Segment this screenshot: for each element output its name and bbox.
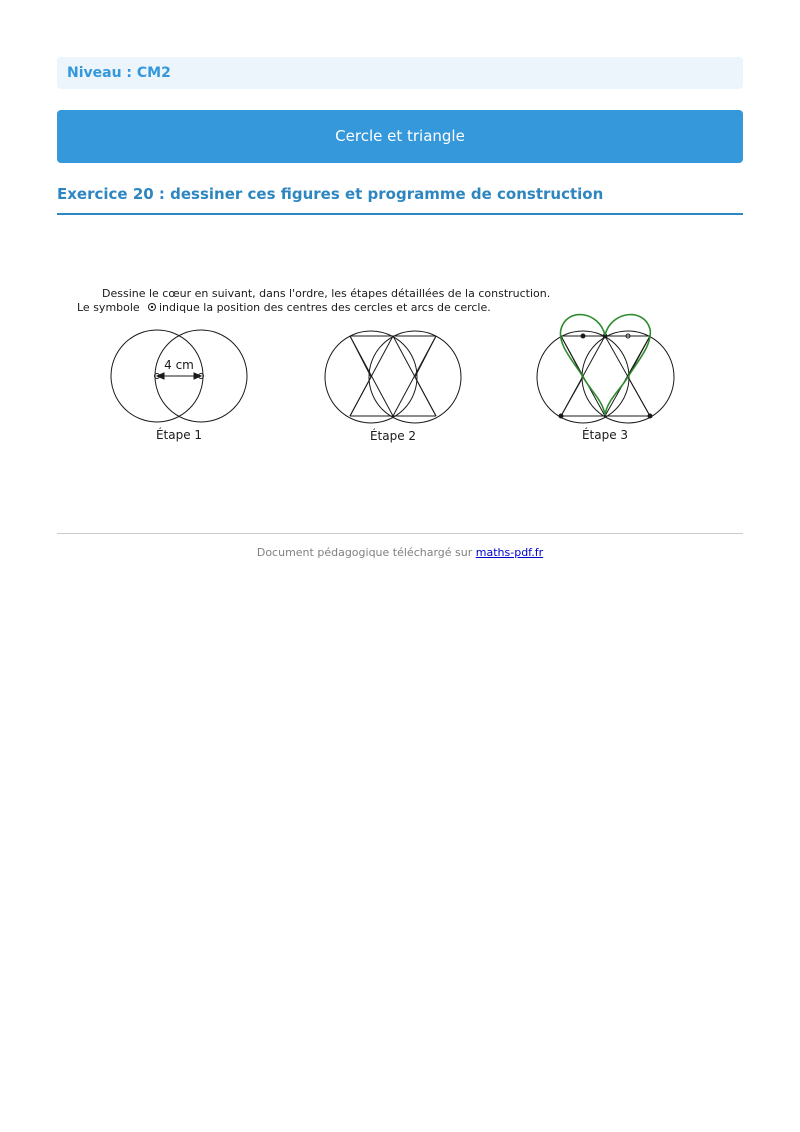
title-banner <box>57 110 743 163</box>
step-3-caption: Étape 3 <box>581 428 629 442</box>
instruction-line-2a: Le symbole <box>77 301 140 314</box>
banner-title: Cercle et triangle <box>335 127 465 145</box>
step-1-drawing <box>111 330 247 422</box>
step-3-drawing <box>537 331 674 423</box>
exercise-title: Exercice 20 : dessiner ces figures et programme de construction <box>57 185 743 215</box>
page <box>57 57 743 559</box>
step-2-drawing <box>325 331 461 423</box>
footer-link[interactable]: maths-pdf.fr <box>475 546 544 559</box>
footer-text: Document pédagogique téléchargé sur <box>256 546 473 559</box>
instruction-line-1: Dessine le cœur en suivant, dans l'ordre, les étapes détaillées de la construction. <box>102 287 551 300</box>
measure-label: 4 cm <box>164 358 194 372</box>
figure-svg <box>75 283 715 483</box>
level-label: Niveau : CM2 <box>67 65 171 81</box>
footer <box>57 533 743 559</box>
construction-figure <box>75 283 715 483</box>
heart-outline <box>560 315 650 415</box>
step-2-caption: Étape 2 <box>369 429 417 443</box>
center-symbol-icon <box>149 304 156 311</box>
step-1-caption: Étape 1 <box>155 428 203 442</box>
level-badge <box>57 57 743 89</box>
instruction-line-2b: indique la position des centres des cercles et arcs de cercle. <box>159 301 491 314</box>
